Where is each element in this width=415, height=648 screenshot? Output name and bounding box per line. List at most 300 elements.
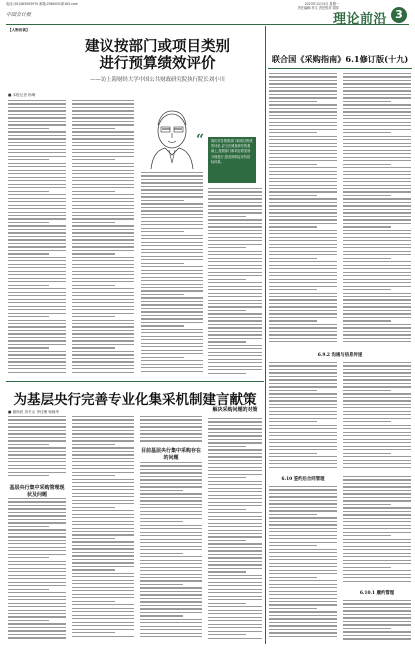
text-line bbox=[208, 191, 262, 192]
text-line bbox=[72, 503, 134, 504]
text-line bbox=[343, 171, 411, 172]
text-line bbox=[343, 160, 411, 161]
text-line bbox=[343, 635, 411, 636]
text-line bbox=[343, 490, 411, 491]
text-line bbox=[8, 281, 66, 282]
text-line bbox=[269, 157, 337, 158]
text-line bbox=[208, 610, 262, 611]
text-line bbox=[269, 268, 337, 269]
column-divider bbox=[265, 26, 266, 644]
text-line bbox=[343, 129, 411, 130]
portrait-illustration bbox=[141, 103, 203, 169]
text-line bbox=[208, 331, 262, 332]
text-line bbox=[269, 216, 337, 217]
text-line bbox=[269, 463, 337, 464]
text-line bbox=[343, 289, 391, 290]
text-line bbox=[269, 636, 337, 637]
text-line bbox=[269, 272, 337, 273]
text-line bbox=[140, 479, 202, 480]
text-line bbox=[8, 218, 66, 219]
text-line bbox=[343, 73, 411, 74]
text-line bbox=[343, 600, 411, 601]
text-line bbox=[141, 367, 203, 368]
text-line bbox=[269, 181, 337, 182]
text-line bbox=[208, 631, 262, 632]
text-line bbox=[72, 531, 134, 532]
text-line bbox=[8, 613, 66, 614]
text-line bbox=[72, 538, 115, 539]
text-line bbox=[208, 425, 262, 426]
text-line bbox=[72, 121, 134, 122]
article2-byline: ■ 谢尚恒 刘冬山 李佳俊 杨晓华 bbox=[8, 410, 60, 414]
text-line bbox=[343, 418, 411, 419]
text-line bbox=[8, 554, 66, 555]
text-line bbox=[343, 617, 411, 618]
text-line bbox=[72, 587, 134, 588]
article-byline: ■ 本报记者 杨琳 bbox=[8, 93, 36, 97]
text-line bbox=[8, 543, 66, 544]
text-line bbox=[8, 205, 66, 206]
text-line bbox=[208, 313, 262, 314]
text-line bbox=[208, 324, 262, 325]
text-line bbox=[140, 567, 202, 568]
text-line bbox=[269, 517, 337, 518]
text-line bbox=[343, 101, 391, 102]
text-line bbox=[72, 187, 134, 188]
text-line bbox=[208, 348, 262, 349]
text-line bbox=[343, 631, 411, 632]
text-line bbox=[72, 430, 134, 431]
text-line bbox=[208, 310, 246, 311]
text-line bbox=[8, 156, 66, 157]
text-line bbox=[8, 508, 66, 509]
text-line bbox=[343, 379, 411, 380]
text-line bbox=[343, 338, 411, 339]
text-line bbox=[269, 449, 337, 450]
article2-column-4 bbox=[208, 418, 262, 642]
text-line bbox=[343, 341, 411, 342]
text-line bbox=[343, 369, 411, 370]
text-line bbox=[269, 73, 337, 74]
text-line bbox=[208, 638, 262, 639]
text-line bbox=[343, 320, 391, 321]
sidebar-column-2a bbox=[343, 73, 411, 348]
text-line bbox=[8, 501, 66, 502]
text-line bbox=[269, 577, 317, 578]
text-line bbox=[140, 549, 202, 550]
text-line bbox=[343, 268, 411, 269]
text-line bbox=[72, 288, 134, 289]
text-line bbox=[140, 636, 202, 637]
text-line bbox=[269, 625, 337, 626]
text-line bbox=[141, 294, 184, 295]
text-line bbox=[269, 296, 337, 297]
text-line bbox=[343, 386, 411, 387]
text-line bbox=[269, 108, 337, 109]
text-line bbox=[72, 423, 134, 424]
text-line bbox=[72, 159, 115, 160]
text-line bbox=[141, 214, 203, 215]
text-line bbox=[208, 554, 262, 555]
text-line bbox=[343, 310, 411, 311]
text-line bbox=[8, 603, 66, 604]
text-line bbox=[343, 153, 411, 154]
text-line bbox=[8, 264, 66, 265]
text-line bbox=[72, 166, 134, 167]
article1-column-1 bbox=[8, 100, 66, 378]
text-line bbox=[343, 118, 411, 119]
text-line bbox=[269, 611, 337, 612]
text-line bbox=[208, 226, 262, 227]
text-line bbox=[208, 488, 262, 489]
text-line bbox=[8, 142, 66, 143]
text-line bbox=[343, 383, 411, 384]
text-line bbox=[141, 259, 203, 260]
text-line bbox=[140, 633, 202, 634]
text-line bbox=[269, 514, 317, 515]
text-line bbox=[269, 320, 317, 321]
text-line bbox=[141, 315, 203, 316]
article-headline bbox=[60, 38, 255, 72]
text-line bbox=[343, 233, 411, 234]
article2-column-3a bbox=[140, 416, 202, 444]
text-line bbox=[269, 383, 337, 384]
text-line bbox=[343, 167, 411, 168]
text-line bbox=[72, 100, 134, 101]
text-line bbox=[140, 528, 202, 529]
text-line bbox=[140, 546, 202, 547]
text-line bbox=[269, 338, 337, 339]
text-line bbox=[8, 229, 66, 230]
text-line bbox=[208, 205, 262, 206]
text-line bbox=[8, 634, 66, 635]
text-line bbox=[269, 390, 317, 391]
text-line bbox=[72, 198, 134, 199]
text-line bbox=[269, 230, 337, 231]
text-line bbox=[269, 94, 337, 95]
text-line bbox=[269, 510, 337, 511]
text-line bbox=[72, 124, 134, 125]
quote-mark-icon: “ bbox=[196, 132, 205, 148]
text-line bbox=[208, 512, 262, 513]
text-line bbox=[141, 249, 203, 250]
text-line bbox=[8, 344, 66, 345]
text-line bbox=[8, 194, 66, 195]
text-line bbox=[343, 174, 411, 175]
text-line bbox=[269, 160, 337, 161]
text-line bbox=[208, 627, 262, 628]
article-subheadline: ——访上海财经大学中国公共财政研究院执行院长刘小川 bbox=[90, 77, 225, 83]
text-line bbox=[72, 184, 134, 185]
text-line bbox=[269, 604, 337, 605]
text-line bbox=[208, 237, 262, 238]
text-line bbox=[140, 577, 202, 578]
text-line bbox=[72, 493, 134, 494]
text-line bbox=[8, 440, 66, 441]
text-line bbox=[343, 504, 391, 505]
text-line bbox=[343, 453, 391, 454]
text-line bbox=[343, 299, 411, 300]
text-line bbox=[343, 125, 411, 126]
text-line bbox=[72, 604, 134, 605]
text-line bbox=[141, 346, 203, 347]
text-line bbox=[140, 587, 202, 588]
text-line bbox=[269, 549, 337, 550]
text-line bbox=[140, 476, 202, 477]
text-line bbox=[269, 587, 337, 588]
text-line bbox=[343, 202, 411, 203]
text-line bbox=[343, 425, 411, 426]
text-line bbox=[8, 522, 66, 523]
text-line bbox=[269, 369, 337, 370]
text-line bbox=[8, 368, 66, 369]
text-line bbox=[208, 509, 246, 510]
text-line bbox=[343, 132, 391, 133]
text-line bbox=[141, 217, 203, 218]
text-line bbox=[208, 230, 262, 231]
text-line bbox=[140, 521, 183, 522]
text-line bbox=[343, 198, 411, 199]
text-line bbox=[8, 177, 66, 178]
text-line bbox=[8, 114, 66, 115]
text-line bbox=[269, 411, 337, 412]
sidebar-column-1c bbox=[269, 486, 337, 642]
text-line bbox=[208, 502, 262, 503]
text-line bbox=[141, 235, 203, 236]
text-line bbox=[269, 279, 337, 280]
text-line bbox=[269, 164, 317, 165]
text-line bbox=[208, 421, 262, 422]
text-line bbox=[72, 368, 134, 369]
text-line bbox=[343, 286, 411, 287]
text-line bbox=[8, 260, 66, 261]
text-line bbox=[141, 228, 203, 229]
text-line bbox=[343, 372, 411, 373]
text-line bbox=[269, 598, 337, 599]
text-line bbox=[8, 536, 66, 537]
text-line bbox=[269, 379, 337, 380]
text-line bbox=[72, 517, 134, 518]
text-line bbox=[343, 400, 411, 401]
text-line bbox=[72, 107, 134, 108]
sidebar-column-1a bbox=[269, 73, 337, 348]
text-line bbox=[72, 622, 134, 623]
text-line bbox=[141, 290, 203, 291]
masthead-logo: 中国会计报 bbox=[6, 12, 32, 18]
text-line bbox=[343, 282, 411, 283]
text-line bbox=[269, 608, 317, 609]
text-line bbox=[72, 271, 134, 272]
text-line bbox=[8, 426, 66, 427]
text-line bbox=[72, 330, 134, 331]
text-line bbox=[72, 180, 134, 181]
text-line bbox=[8, 320, 66, 321]
text-line bbox=[208, 244, 262, 245]
text-line bbox=[269, 372, 337, 373]
text-line bbox=[208, 327, 262, 328]
text-line bbox=[269, 146, 337, 147]
text-line bbox=[208, 467, 262, 468]
text-line bbox=[208, 603, 246, 604]
text-line bbox=[72, 201, 134, 202]
text-line bbox=[269, 524, 337, 525]
text-line bbox=[343, 94, 411, 95]
text-line bbox=[72, 482, 134, 483]
text-line bbox=[140, 462, 202, 463]
text-line bbox=[343, 258, 391, 259]
text-line bbox=[208, 338, 262, 339]
text-line bbox=[269, 425, 337, 426]
text-line bbox=[8, 454, 66, 455]
text-line bbox=[141, 231, 184, 232]
text-line bbox=[269, 563, 337, 564]
text-line bbox=[8, 103, 66, 104]
text-line bbox=[8, 519, 66, 520]
text-line bbox=[343, 393, 411, 394]
text-line bbox=[8, 173, 66, 174]
text-line bbox=[269, 90, 337, 91]
text-line bbox=[141, 179, 203, 180]
text-line bbox=[343, 87, 411, 88]
text-line bbox=[343, 514, 411, 515]
article2-headline: 为基层央行完善专业化集采机制建言献策 bbox=[13, 392, 257, 408]
text-line bbox=[208, 418, 262, 419]
text-line bbox=[72, 243, 134, 244]
text-line bbox=[72, 479, 134, 480]
text-line bbox=[140, 430, 202, 431]
text-line bbox=[72, 149, 134, 150]
text-line bbox=[141, 256, 203, 257]
text-line bbox=[269, 139, 337, 140]
text-line bbox=[141, 304, 203, 305]
text-line bbox=[208, 212, 262, 213]
text-line bbox=[72, 472, 134, 473]
text-line bbox=[8, 107, 66, 108]
text-line bbox=[343, 476, 411, 477]
text-line bbox=[269, 111, 337, 112]
text-line bbox=[8, 330, 66, 331]
text-line bbox=[269, 591, 337, 592]
text-line bbox=[343, 483, 411, 484]
text-line bbox=[72, 302, 134, 303]
text-line bbox=[72, 461, 134, 462]
text-line bbox=[8, 299, 66, 300]
text-line bbox=[208, 491, 262, 492]
text-line bbox=[208, 442, 262, 443]
text-line bbox=[208, 216, 246, 217]
text-line bbox=[72, 573, 134, 574]
text-line bbox=[72, 163, 134, 164]
text-line bbox=[72, 337, 134, 338]
text-line bbox=[72, 131, 134, 132]
text-line bbox=[208, 550, 262, 551]
text-line bbox=[343, 486, 411, 487]
text-line bbox=[269, 171, 337, 172]
text-line bbox=[269, 118, 337, 119]
text-line bbox=[140, 580, 202, 581]
text-line bbox=[343, 334, 411, 335]
text-line bbox=[141, 336, 203, 337]
text-line bbox=[8, 152, 66, 153]
text-line bbox=[343, 146, 411, 147]
text-line bbox=[343, 157, 411, 158]
text-line bbox=[343, 104, 411, 105]
text-line bbox=[269, 122, 337, 123]
text-line bbox=[72, 500, 134, 501]
text-line bbox=[343, 296, 411, 297]
text-line bbox=[72, 594, 134, 595]
text-line bbox=[72, 274, 134, 275]
text-line bbox=[208, 596, 262, 597]
text-line bbox=[141, 364, 203, 365]
text-line bbox=[72, 191, 115, 192]
text-line bbox=[269, 153, 337, 154]
page-number-badge: 3 bbox=[391, 7, 407, 23]
text-line bbox=[141, 357, 184, 358]
text-line bbox=[8, 340, 66, 341]
text-line bbox=[269, 556, 337, 557]
text-line bbox=[72, 576, 134, 577]
text-line bbox=[269, 566, 337, 567]
text-line bbox=[269, 629, 337, 630]
text-line bbox=[269, 327, 337, 328]
text-line bbox=[208, 495, 262, 496]
headline-line-2: 进行预算绩效评价 bbox=[99, 55, 216, 72]
text-line bbox=[8, 128, 49, 129]
text-line bbox=[72, 260, 134, 261]
text-line bbox=[72, 347, 115, 348]
text-line bbox=[8, 620, 49, 621]
text-line bbox=[72, 138, 134, 139]
text-line bbox=[8, 295, 66, 296]
text-line bbox=[343, 97, 411, 98]
text-line bbox=[72, 447, 134, 448]
text-line bbox=[208, 317, 262, 318]
text-line bbox=[8, 444, 49, 445]
text-line bbox=[72, 559, 134, 560]
text-line bbox=[8, 278, 66, 279]
text-line bbox=[343, 230, 411, 231]
text-line bbox=[72, 145, 134, 146]
text-line bbox=[269, 306, 337, 307]
text-line bbox=[141, 371, 203, 372]
text-line bbox=[8, 437, 66, 438]
text-line bbox=[8, 505, 66, 506]
text-line bbox=[343, 212, 411, 213]
text-line bbox=[141, 318, 203, 319]
text-line bbox=[8, 306, 66, 307]
text-line bbox=[343, 254, 411, 255]
text-line bbox=[72, 232, 134, 233]
text-line bbox=[72, 236, 134, 237]
text-line bbox=[72, 618, 134, 619]
text-line bbox=[269, 439, 337, 440]
text-line bbox=[8, 145, 66, 146]
text-line bbox=[343, 205, 411, 206]
text-line bbox=[8, 302, 66, 303]
text-line bbox=[8, 337, 66, 338]
text-line bbox=[208, 543, 262, 544]
text-line bbox=[269, 397, 337, 398]
text-line bbox=[269, 87, 337, 88]
text-line bbox=[343, 628, 391, 629]
text-line bbox=[343, 244, 411, 245]
text-line bbox=[343, 638, 411, 639]
text-line bbox=[8, 515, 66, 516]
text-line bbox=[269, 386, 337, 387]
text-line bbox=[269, 535, 337, 536]
text-line bbox=[141, 189, 203, 190]
